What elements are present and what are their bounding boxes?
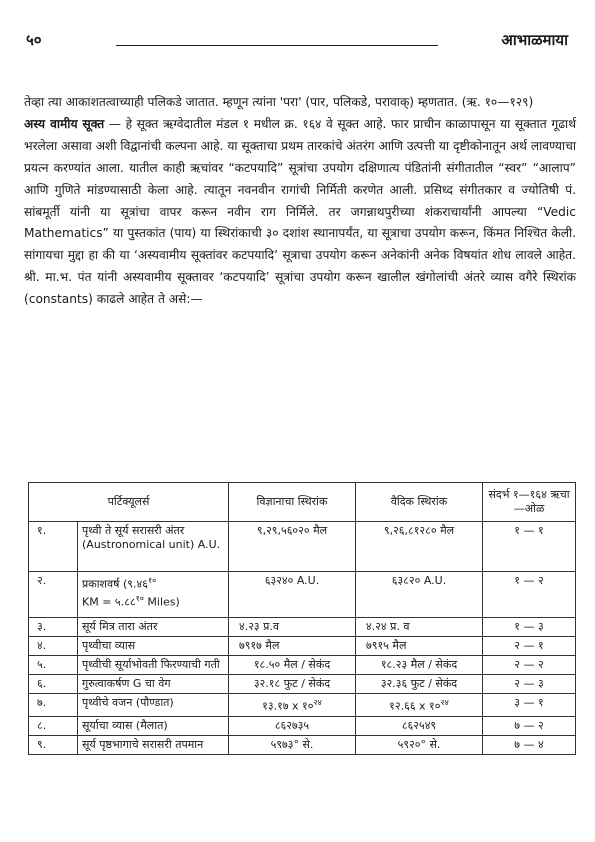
row-scientific: ६३२४० A.U. (229, 572, 356, 618)
row-particular: पृथ्वीचा व्यास (78, 637, 229, 656)
header-reference: संदर्भ १—१६४ ऋचा—ओळ (483, 483, 576, 522)
section-heading: अस्य वामीय सूक्त (24, 116, 105, 131)
row-vedic (356, 694, 483, 717)
row-particular: सूर्याचा व्यास (मैलात) (78, 716, 229, 735)
row-number: २. (29, 572, 78, 618)
row-reference: १ — १ (483, 522, 576, 572)
constants-table (28, 482, 576, 755)
row-scientific: ४.२३ प्र.व (229, 618, 356, 637)
exponent: १० (135, 593, 144, 603)
header-scientific: विज्ञानाचा स्थिरांक (229, 483, 356, 522)
page-number: ५० (26, 31, 42, 49)
row-vedic: ५९२०° से. (356, 735, 483, 754)
row-number: ५. (29, 656, 78, 675)
row-number: १. (29, 522, 78, 572)
row-scientific: ७९१७ मैल (229, 637, 356, 656)
value-base: १३.१७ x १० (262, 699, 314, 713)
row-reference: ७ — २ (483, 716, 576, 735)
row-reference: २ — ३ (483, 675, 576, 694)
value-base: १२.६६ x १० (389, 699, 441, 713)
row-particular: पृथ्वीचे वजन (पौण्डात) (78, 694, 229, 717)
row-particular: पृथ्वीची सूर्याभोवती फिरण्याची गती (78, 656, 229, 675)
row-reference: ३ — १ (483, 694, 576, 717)
row-reference: २ — २ (483, 656, 576, 675)
row-vedic: ८६२५४९ (356, 716, 483, 735)
header-rule (116, 45, 438, 46)
exponent: २४ (440, 698, 449, 707)
row-reference: ७ — ४ (483, 735, 576, 754)
row-particular: पृथ्वी ते सूर्य सरासरी अंतर (Austronomical unit) A.U. (78, 522, 229, 572)
row-scientific: ९,२९,५६०२० मैल (229, 522, 356, 572)
book-title: आभाळमाया (501, 31, 568, 49)
exponent: १० (147, 576, 157, 585)
table-row (29, 656, 576, 675)
table-row (29, 694, 576, 717)
table-row (29, 637, 576, 656)
row-number: ७. (29, 694, 78, 717)
row-reference: १ — २ (483, 572, 576, 618)
row-particular (78, 572, 229, 618)
row-vedic: ३२.३६ फुट / सेकंद (356, 675, 483, 694)
particular-part-b: KM = ५.८८ (82, 595, 136, 609)
table-header-row (29, 483, 576, 522)
table-row (29, 716, 576, 735)
row-vedic: १८.२३ मैल / सेकंद (356, 656, 483, 675)
row-particular: सूर्य मित्र तारा अंतर (78, 618, 229, 637)
row-vedic: ९,२६,८१२८० मैल (356, 522, 483, 572)
header-particulars: पर्टिक्यूलर्स (29, 483, 229, 522)
table-row (29, 675, 576, 694)
row-scientific: ८६२७३५ (229, 716, 356, 735)
row-vedic: ७९१५ मैल (356, 637, 483, 656)
row-vedic: ४.२४ प्र. व (356, 618, 483, 637)
paragraph-2 (24, 114, 576, 311)
paragraph-2-text: — हे सूक्त ऋग्वेदातील मंडल १ मधील क्र. १६४ वे सूक्त आहे. फार प्राचीन काळापासून या सूक्तात गूढार्थ भरलेला असावा अशी विद्वानांची कल्पना आहे. या सूक्ताचा प्रथम तारकांचे अंतरंग आणि उत्पत्ती या दृष्टीकोनातून अर्थ लावण्याचा प्रयत्न करण्यांत आला. यातील काही ऋचांवर “कटपयादि” सूत्रांचा उपयोग दक्षिणात्य पंडितांनी संगीतातील “स्वर” “आलाप” आणि गुणिते मांडण्यासाठी केला आहे. त्यातून नवनवीन रागांची निर्मिती करणेत आली. प्रसिध्द संगीतकार व ज्योतिषी पं. सांबमूर्ती यांनी या सूत्रांचा वापर करून नवीन राग निर्मिले. तर जगन्नाथपुरीच्या शंकराचार्यांनी आपल्या “Vedic Mathematics” या पुस्तकांत (पाय) या स्थिरांकाची ३० दशांश स्थानापर्यंत, या सूत्राचा उपयोग करून, किंमत निश्चित केली. सांगायचा मुद्दा हा की या ‘अस्यवामीय सूक्तांवर कटपयादि’ सूत्राचा उपयोग करून अनेकांनी अनेक विषयांत शोध लावले आहेत. श्री. मा.भ. पंत यांनी अस्यवामीय सूक्तावर ‘कटपयादि’ सूत्रांचा उपयोग करून खालील खंगोलांची अंतरे व्यास वगैरे स्थिरांक (constants) काढले आहेत ते असे:— (24, 116, 577, 307)
header-vedic: वैदिक स्थिरांक (356, 483, 483, 522)
row-reference: १ — ३ (483, 618, 576, 637)
table-row (29, 735, 576, 754)
row-number: ६. (29, 675, 78, 694)
row-scientific: ५९७३° से. (229, 735, 356, 754)
exponent: २४ (313, 698, 322, 707)
particular-part-c: Miles) (147, 595, 180, 609)
row-number: ९. (29, 735, 78, 754)
particular-part-a: प्रकाशवर्ष (९.४६ (82, 577, 148, 591)
row-scientific (229, 694, 356, 717)
paragraph-1: तेव्हा त्या आकाशतत्वाच्याही पलिकडे जातात. म्हणून त्यांना 'परा' (पार, पलिकडे, परावाक्) म्हणतात. (ऋ. १०—१२९) (24, 95, 534, 109)
row-reference: २ — १ (483, 637, 576, 656)
row-scientific: १८.५० मैल / सेकंद (229, 656, 356, 675)
page-header (24, 30, 572, 56)
row-number: ३. (29, 618, 78, 637)
row-particular: सूर्य पृष्ठभागाचे सरासरी तपमान (78, 735, 229, 754)
table-row (29, 572, 576, 618)
body-text (24, 92, 576, 311)
row-particular: गुरुत्वाकर्षण G चा वेग (78, 675, 229, 694)
row-number: ४. (29, 637, 78, 656)
row-scientific: ३२.१८ फुट / सेकंद (229, 675, 356, 694)
row-vedic: ६३८२० A.U. (356, 572, 483, 618)
table-row (29, 618, 576, 637)
row-number: ८. (29, 716, 78, 735)
table-row (29, 522, 576, 572)
